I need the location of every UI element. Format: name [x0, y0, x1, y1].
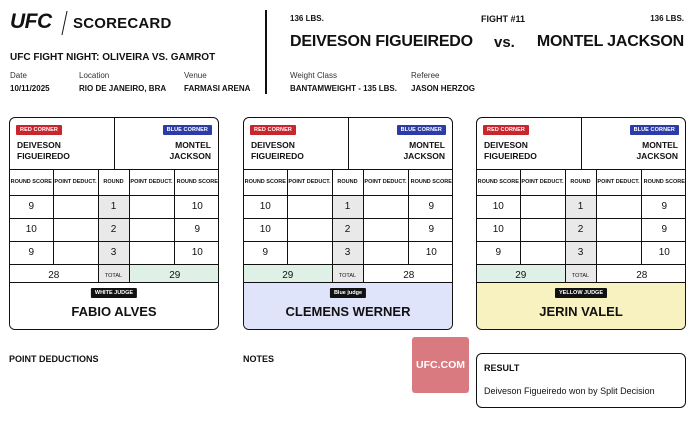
blue-round-score: 9: [408, 218, 453, 241]
red-first-name: DEIVESON: [251, 140, 295, 150]
red-point-deduction: [520, 195, 565, 218]
judge-badge: YELLOW JUDGE: [555, 288, 607, 298]
blue-round-score-header: ROUND SCORE: [408, 170, 453, 195]
blue-round-score: 10: [408, 241, 453, 264]
scorecard: [243, 117, 453, 330]
score-header-row: [477, 170, 686, 195]
blue-corner-fighter: [169, 140, 211, 162]
red-round-score-header: ROUND SCORE: [10, 170, 53, 195]
date-value: 10/11/2025: [10, 84, 50, 93]
blue-point-deduct-header: POINT DEDUCT.: [129, 170, 174, 195]
blue-point-deduction: [596, 241, 641, 264]
weight-class-label: Weight Class: [290, 71, 337, 80]
blue-last-name: JACKSON: [636, 151, 678, 161]
blue-point-deduction: [596, 195, 641, 218]
blue-last-name: JACKSON: [403, 151, 445, 161]
scorecard: [476, 117, 686, 330]
red-corner-fighter: [484, 140, 537, 162]
judge-badge: Blue judge: [330, 288, 366, 298]
blue-fighter-name: MONTEL JACKSON: [536, 33, 684, 50]
judge-panel: [10, 282, 218, 329]
blue-first-name: MONTEL: [409, 140, 445, 150]
venue-value: FARMASI ARENA: [184, 84, 251, 93]
red-total: 29: [477, 264, 565, 287]
red-last-name: FIGUEIREDO: [484, 151, 537, 161]
blue-total: 28: [363, 264, 453, 287]
location-value: RIO DE JANEIRO, BRA: [79, 84, 167, 93]
scorecard: [9, 117, 219, 330]
round-number: 3: [565, 241, 596, 264]
round-header: ROUND: [332, 170, 363, 195]
table-row: [244, 218, 453, 241]
blue-fighter-weight: 136 LBS.: [650, 14, 684, 23]
judge-name: CLEMENS WERNER: [285, 304, 411, 319]
round-number: 2: [98, 218, 129, 241]
ufc-com-logo: UFC.COM: [412, 337, 469, 393]
judge-name: JERIN VALEL: [539, 304, 623, 319]
card-corners: [10, 118, 218, 170]
blue-first-name: MONTEL: [642, 140, 678, 150]
versus-label: vs.: [494, 34, 515, 51]
round-number: 1: [332, 195, 363, 218]
card-corners: [244, 118, 452, 170]
weight-class-value: BANTAMWEIGHT - 135 LBS.: [290, 84, 397, 93]
red-point-deduction: [287, 241, 332, 264]
card-corners: [477, 118, 685, 170]
blue-round-score: 10: [641, 241, 686, 264]
notes-label: NOTES: [243, 354, 275, 364]
blue-round-score: 9: [641, 218, 686, 241]
table-row: [244, 195, 453, 218]
red-round-score: 9: [10, 241, 53, 264]
table-row: [10, 218, 219, 241]
red-total: 28: [10, 264, 98, 287]
blue-corner-panel: [347, 118, 452, 170]
blue-point-deduction: [363, 241, 408, 264]
round-header: ROUND: [565, 170, 596, 195]
red-fighter-weight: 136 LBS.: [290, 14, 324, 23]
red-point-deduction: [520, 218, 565, 241]
table-row: [477, 218, 686, 241]
score-table: [477, 170, 686, 288]
blue-corner-panel: [580, 118, 685, 170]
red-first-name: DEIVESON: [17, 140, 61, 150]
judge-badge: WHITE JUDGE: [91, 288, 137, 298]
red-round-score-header: ROUND SCORE: [244, 170, 287, 195]
round-number: 1: [98, 195, 129, 218]
round-number: 2: [332, 218, 363, 241]
red-corner-panel: [10, 118, 115, 170]
red-point-deduction: [53, 241, 98, 264]
scorecard-title: SCORECARD: [73, 15, 172, 32]
score-header-row: [244, 170, 453, 195]
red-corner-badge: RED CORNER: [16, 125, 62, 135]
red-point-deduction: [520, 241, 565, 264]
total-label: TOTAL: [565, 264, 596, 287]
blue-round-score: 9: [641, 195, 686, 218]
point-deductions-label: POINT DEDUCTIONS: [9, 354, 99, 364]
round-number: 3: [98, 241, 129, 264]
red-round-score: 10: [244, 218, 287, 241]
location-label: Location: [79, 71, 110, 80]
referee-value: JASON HERZOG: [411, 84, 476, 93]
judge-panel: [244, 282, 452, 329]
red-fighter-name: DEIVESON FIGUEIREDO: [290, 33, 473, 50]
blue-total: 29: [129, 264, 219, 287]
red-corner-fighter: [17, 140, 70, 162]
result-label: RESULT: [484, 363, 520, 373]
red-point-deduct-header: POINT DEDUCT.: [53, 170, 98, 195]
blue-round-score: 10: [174, 195, 219, 218]
header-divider: [265, 10, 267, 94]
score-header-row: [10, 170, 219, 195]
blue-corner-badge: BLUE CORNER: [397, 125, 446, 135]
event-name: UFC FIGHT NIGHT: OLIVEIRA VS. GAMROT: [10, 52, 216, 63]
blue-corner-badge: BLUE CORNER: [630, 125, 679, 135]
blue-corner-panel: [113, 118, 218, 170]
blue-corner-fighter: [636, 140, 678, 162]
judge-panel: [477, 282, 685, 329]
blue-last-name: JACKSON: [169, 151, 211, 161]
red-round-score: 9: [244, 241, 287, 264]
blue-round-score: 9: [174, 218, 219, 241]
blue-point-deduction: [596, 218, 641, 241]
round-number: 3: [332, 241, 363, 264]
red-corner-panel: [244, 118, 349, 170]
table-row: [477, 195, 686, 218]
red-point-deduction: [287, 195, 332, 218]
red-point-deduction: [287, 218, 332, 241]
red-last-name: FIGUEIREDO: [17, 151, 70, 161]
table-row: [244, 241, 453, 264]
ufc-logo: UFC: [10, 10, 52, 33]
date-label: Date: [10, 71, 27, 80]
red-corner-badge: RED CORNER: [483, 125, 529, 135]
red-round-score: 9: [477, 241, 520, 264]
blue-point-deduction: [129, 218, 174, 241]
red-total: 29: [244, 264, 332, 287]
score-table: [10, 170, 219, 288]
blue-point-deduction: [129, 241, 174, 264]
blue-point-deduction: [363, 218, 408, 241]
referee-label: Referee: [411, 71, 440, 80]
round-header: ROUND: [98, 170, 129, 195]
blue-round-score: 10: [174, 241, 219, 264]
venue-label: Venue: [184, 71, 207, 80]
red-point-deduction: [53, 195, 98, 218]
total-label: TOTAL: [98, 264, 129, 287]
red-point-deduct-header: POINT DEDUCT.: [520, 170, 565, 195]
blue-round-score-header: ROUND SCORE: [641, 170, 686, 195]
table-row: [10, 195, 219, 218]
red-round-score: 10: [477, 218, 520, 241]
judge-name: FABIO ALVES: [71, 304, 157, 319]
blue-point-deduct-header: POINT DEDUCT.: [363, 170, 408, 195]
logo-divider: [61, 11, 67, 35]
table-row: [10, 241, 219, 264]
total-label: TOTAL: [332, 264, 363, 287]
red-round-score: 10: [10, 218, 53, 241]
blue-corner-badge: BLUE CORNER: [163, 125, 212, 135]
round-number: 1: [565, 195, 596, 218]
result-text: Deiveson Figueiredo won by Split Decision: [484, 386, 655, 396]
red-point-deduction: [53, 218, 98, 241]
blue-point-deduct-header: POINT DEDUCT.: [596, 170, 641, 195]
blue-point-deduction: [363, 195, 408, 218]
blue-point-deduction: [129, 195, 174, 218]
score-table: [244, 170, 453, 288]
red-point-deduct-header: POINT DEDUCT.: [287, 170, 332, 195]
red-round-score: 10: [244, 195, 287, 218]
red-corner-panel: [477, 118, 582, 170]
red-round-score: 10: [477, 195, 520, 218]
result-box: [476, 353, 686, 408]
red-corner-fighter: [251, 140, 304, 162]
table-row: [477, 241, 686, 264]
red-first-name: DEIVESON: [484, 140, 528, 150]
red-round-score-header: ROUND SCORE: [477, 170, 520, 195]
blue-first-name: MONTEL: [175, 140, 211, 150]
blue-round-score: 9: [408, 195, 453, 218]
blue-round-score-header: ROUND SCORE: [174, 170, 219, 195]
blue-corner-fighter: [403, 140, 445, 162]
red-round-score: 9: [10, 195, 53, 218]
red-last-name: FIGUEIREDO: [251, 151, 304, 161]
fight-number: FIGHT #11: [481, 14, 526, 24]
round-number: 2: [565, 218, 596, 241]
blue-total: 28: [596, 264, 686, 287]
red-corner-badge: RED CORNER: [250, 125, 296, 135]
